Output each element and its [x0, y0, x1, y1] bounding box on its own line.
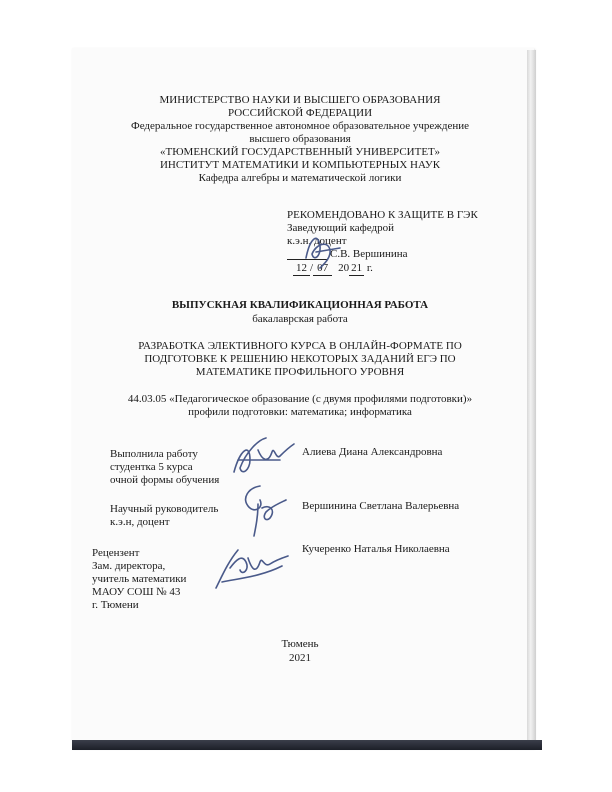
- reviewer-role-1: Рецензент: [92, 547, 140, 559]
- author-signature: [228, 430, 300, 485]
- approval-degree: к.э.н, доцент: [287, 235, 347, 247]
- supervisor-name: Вершинина Светлана Валерьевна: [302, 500, 460, 512]
- program-profiles: профили подготовки: математика; информатика: [188, 406, 412, 418]
- author-name: Алиева Диана Александровна: [302, 446, 443, 458]
- university-name: «ТЮМЕНСКИЙ ГОСУДАРСТВЕННЫЙ УНИВЕРСИТЕТ»: [160, 146, 440, 158]
- reviewer-role-3: учитель математики: [92, 573, 187, 585]
- approval-date-sep: /: [310, 262, 314, 274]
- reviewer-name: Кучеренко Наталья Николаевна: [302, 543, 450, 555]
- binding-strip: [72, 740, 542, 750]
- reviewer-role-5: г. Тюмени: [92, 599, 139, 611]
- reviewer-signature: [212, 536, 294, 596]
- supervisor-role-2: к.э.н, доцент: [110, 516, 170, 528]
- approval-date-suffix: г.: [364, 262, 373, 274]
- reviewer-role-2: Зам. директора,: [92, 560, 166, 572]
- author-role-1: Выполнила работу: [110, 448, 198, 460]
- page-edge: [527, 50, 536, 748]
- supervisor-signature: [230, 478, 290, 540]
- work-title-line-3: МАТЕМАТИКЕ ПРОФИЛЬНОГО УРОВНЯ: [195, 366, 405, 378]
- author-role-3: очной формы обучения: [110, 474, 220, 486]
- approval-date-century: 20: [338, 262, 350, 274]
- approval-position: Заведующий кафедрой: [287, 222, 394, 234]
- author-role-2: студентка 5 курса: [110, 461, 193, 473]
- footer-year: 2021: [289, 652, 311, 664]
- approval-date-day: 12: [293, 262, 310, 276]
- work-subtype: бакалаврская работа: [252, 313, 348, 325]
- institute-name: ИНСТИТУТ МАТЕМАТИКИ И КОМПЬЮТЕРНЫХ НАУК: [159, 159, 441, 171]
- ministry-line-1: МИНИСТЕРСТВО НАУКИ И ВЫСШЕГО ОБРАЗОВАНИЯ: [159, 94, 441, 106]
- supervisor-role-1: Научный руководитель: [110, 503, 219, 515]
- institution-type-line: Федеральное государственное автономное образовательное учреждение: [131, 120, 469, 132]
- reviewer-role-4: МАОУ СОШ № 43: [92, 586, 181, 598]
- program-code: 44.03.05 «Педагогическое образование (с двумя профилями подготовки)»: [127, 393, 473, 405]
- department-name: Кафедра алгебры и математической логики: [198, 172, 402, 184]
- work-title-line-2: ПОДГОТОВКЕ К РЕШЕНИЮ НЕКОТОРЫХ ЗАДАНИЙ ЕГЭ ПО: [144, 353, 456, 365]
- ministry-line-2: РОССИЙСКОЙ ФЕДЕРАЦИИ: [227, 107, 373, 119]
- approval-signature: [300, 228, 350, 273]
- footer-city: Тюмень: [281, 638, 319, 650]
- work-type: ВЫПУСКНАЯ КВАЛИФИКАЦИОННАЯ РАБОТА: [171, 299, 429, 311]
- approval-name: С.В. Вершинина: [330, 248, 408, 260]
- education-level-line: высшего образования: [249, 133, 351, 145]
- approval-date-month: 07: [313, 262, 332, 276]
- approval-date-year: 21: [351, 262, 363, 274]
- work-title-line-1: РАЗРАБОТКА ЭЛЕКТИВНОГО КУРСА В ОНЛАЙН-ФОРМАТЕ ПО: [138, 340, 462, 352]
- approval-title: РЕКОМЕНДОВАНО К ЗАЩИТЕ В ГЭК: [287, 209, 478, 221]
